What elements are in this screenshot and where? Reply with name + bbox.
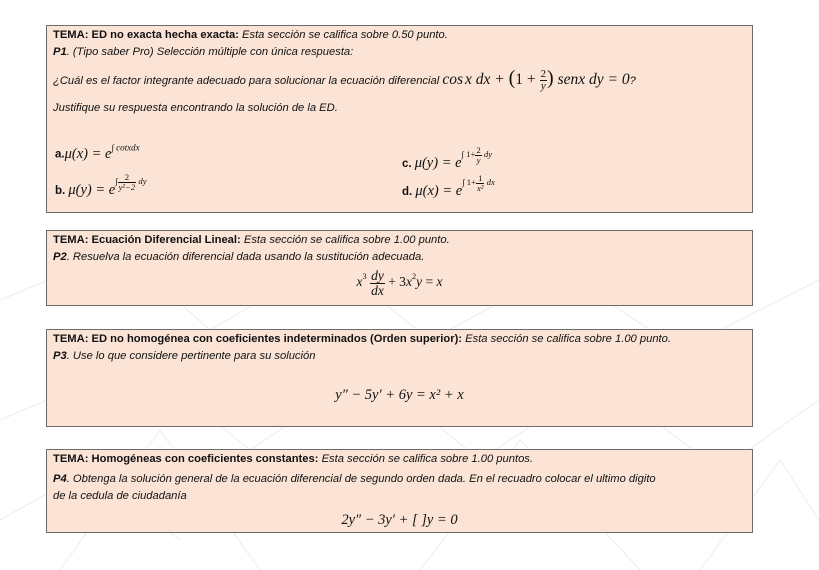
p3-instruction-line [53, 350, 315, 362]
p3-grading: Esta sección se califica sobre 1.00 punto. [465, 333, 671, 345]
section-p1-non-exact-ed [46, 25, 753, 213]
p4-header [53, 453, 533, 465]
p1-header [53, 29, 448, 41]
section-p3-undetermined-coefficients [46, 329, 753, 427]
p3-label: P3 [53, 350, 67, 362]
p1-grading: Esta sección se califica sobre 0.50 punto. [242, 29, 448, 41]
option-d-formula: μ(x) = e∫ 1+ $\frac{1}{\text{x²}}$ dx [415, 173, 495, 199]
section-p4-constant-coefficients [46, 449, 753, 533]
p1-equation: cos x dx + (1 + $\frac{2}{y}$ ) senx dy = 0 [442, 67, 630, 92]
p2-instruction-line [53, 251, 424, 263]
section-p2-linear-ed [46, 230, 753, 306]
p2-topic: TEMA: Ecuación Diferencial Lineal: [53, 234, 241, 246]
p1-instruction: . (Tipo saber Pro) Selección múltiple con única respuesta: [66, 46, 354, 58]
option-c[interactable] [402, 146, 492, 172]
p1-topic: TEMA: ED no exacta hecha exacta: [53, 29, 239, 41]
p3-header [53, 333, 671, 345]
p4-label: P4 [53, 473, 67, 485]
option-b-label: b. [55, 184, 66, 197]
option-b-formula: μ(y) = e∫ $\frac{2}{\text{y²−2}}$ dy [68, 172, 147, 198]
p1-question: ¿Cuál es el factor integrante adecuado para solucionar la ecuación diferencial [53, 75, 440, 87]
p3-instruction: . Use lo que considere pertinente para su solución [66, 350, 316, 362]
p4-grading: Esta sección se califica sobre 1.00 puntos. [321, 453, 533, 465]
option-c-formula: μ(y) = e∫ 1+ $\frac{2}{y}$ dy [414, 145, 493, 171]
p4-equation: 2y″ − 3y′ + [ ]y = 0 [341, 512, 458, 528]
p2-instruction: . Resuelva la ecuación diferencial dada usando la sustitución adecuada. [66, 251, 425, 263]
option-b[interactable] [55, 173, 147, 199]
option-d[interactable] [402, 174, 495, 200]
p3-equation: y″ − 5y′ + 6y = x² + x [335, 387, 464, 403]
p4-instruction-line [53, 473, 656, 485]
p4-instruction-2: de la cedula de ciudadanía [53, 490, 187, 502]
p2-header [53, 234, 450, 246]
option-c-label: c. [402, 157, 412, 170]
p2-equation: $x^3$ $\frac{dy}{dx}$ + $3x^2y = x$ [356, 268, 443, 298]
option-a-formula: $\mu(x) = e^{\int cotxdx}$ [64, 142, 140, 162]
p1-label: P1 [53, 46, 67, 58]
option-a[interactable] [55, 142, 140, 163]
p1-justify: Justifique su respuesta encontrando la solución de la ED. [53, 102, 338, 114]
p1-question-line [53, 67, 636, 92]
option-a-label: a. [55, 148, 65, 161]
p2-grading: Esta sección se califica sobre 1.00 punto. [243, 234, 450, 246]
p2-label: P2 [53, 251, 67, 263]
p1-instruction-line [53, 46, 353, 58]
p1-question-end: ? [629, 75, 636, 87]
option-d-label: d. [402, 185, 413, 198]
p3-topic: TEMA: ED no homogénea con coeficientes indeterminados (Orden superior): [53, 333, 463, 345]
p4-topic: TEMA: Homogéneas con coeficientes constantes: [53, 453, 319, 465]
p4-instruction-1: . Obtenga la solución general de la ecuación diferencial de segundo orden dada. En el recuadro colocar el ultimo digito [66, 473, 656, 485]
